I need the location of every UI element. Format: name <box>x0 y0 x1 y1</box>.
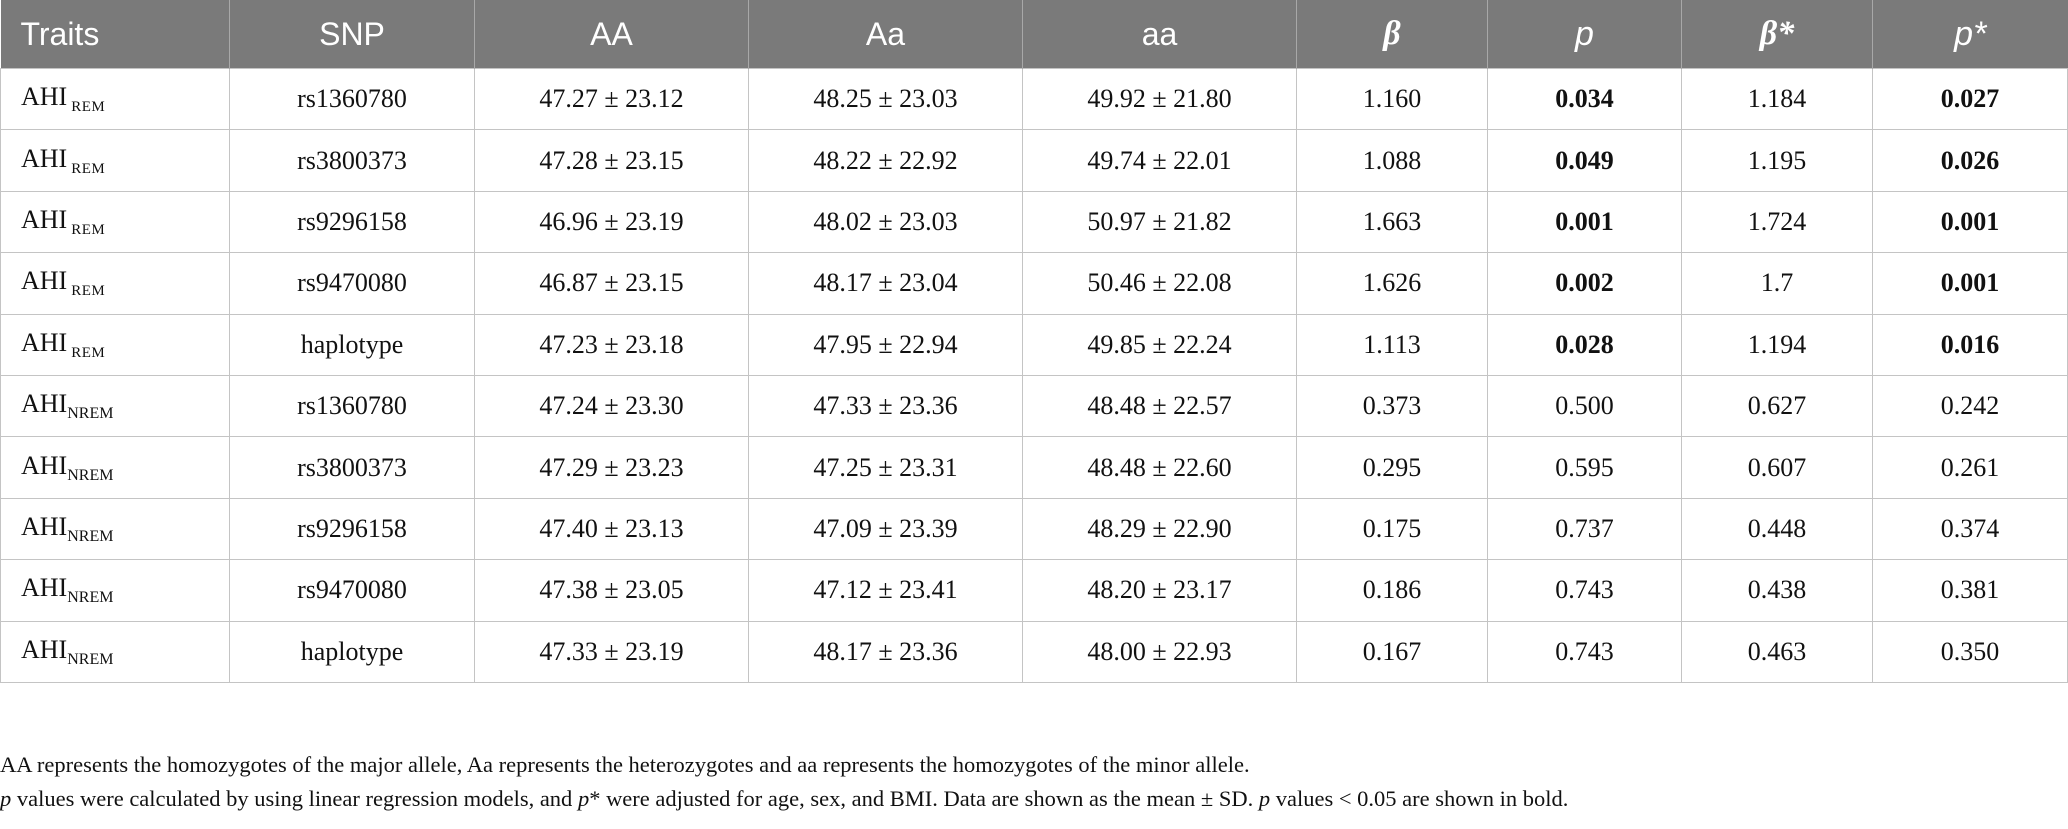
cell-p-adjusted: 0.374 <box>1873 498 2068 559</box>
cell-aa: 48.00 ± 22.93 <box>1023 621 1297 682</box>
cell-aa: 49.74 ± 22.01 <box>1023 130 1297 191</box>
trait-name: AHI <box>21 450 68 480</box>
cell-AA: 47.33 ± 23.19 <box>475 621 749 682</box>
cell-beta-adjusted: 0.463 <box>1682 621 1873 682</box>
trait-name: AHI <box>21 573 68 603</box>
cell-beta: 1.160 <box>1297 69 1488 130</box>
trait-subscript: NREM <box>67 589 114 607</box>
trait-subscript: REM <box>71 221 106 238</box>
cell-Aa: 48.22 ± 22.92 <box>749 130 1023 191</box>
cell-snp: rs9296158 <box>230 191 475 252</box>
cell-p-adjusted: 0.026 <box>1873 130 2068 191</box>
header-Aa: Aa <box>749 0 1023 69</box>
trait-subscript: NREM <box>67 466 114 484</box>
cell-Aa: 48.25 ± 23.03 <box>749 69 1023 130</box>
cell-p: 0.743 <box>1488 560 1682 621</box>
footnote-text: values < 0.05 are shown in bold. <box>1270 786 1569 811</box>
table-row <box>1 130 2068 191</box>
footnote-p-symbol: p <box>577 786 590 811</box>
cell-beta-adjusted: 0.607 <box>1682 437 1873 498</box>
cell-Aa: 48.17 ± 23.04 <box>749 253 1023 314</box>
cell-snp: haplotype <box>230 314 475 375</box>
cell-beta: 0.373 <box>1297 375 1488 436</box>
cell-snp: haplotype <box>230 621 475 682</box>
cell-p: 0.002 <box>1488 253 1682 314</box>
footnote-line-2 <box>0 782 1568 816</box>
cell-p-adjusted: 0.381 <box>1873 560 2068 621</box>
cell-p: 0.049 <box>1488 130 1682 191</box>
trait-subscript: REM <box>71 344 106 361</box>
cell-beta-adjusted: 1.184 <box>1682 69 1873 130</box>
cell-beta: 1.088 <box>1297 130 1488 191</box>
cell-p-adjusted: 0.242 <box>1873 375 2068 436</box>
cell-snp: rs1360780 <box>230 375 475 436</box>
table-footnotes <box>0 748 1568 816</box>
cell-aa: 48.48 ± 22.60 <box>1023 437 1297 498</box>
cell-p-adjusted: 0.350 <box>1873 621 2068 682</box>
table-header <box>1 0 2068 69</box>
cell-beta-adjusted: 1.724 <box>1682 191 1873 252</box>
cell-aa: 50.97 ± 21.82 <box>1023 191 1297 252</box>
cell-trait <box>1 69 230 130</box>
cell-p: 0.595 <box>1488 437 1682 498</box>
header-beta: β <box>1297 0 1488 69</box>
cell-trait <box>1 314 230 375</box>
cell-AA: 47.38 ± 23.05 <box>475 560 749 621</box>
trait-name: AHI <box>21 634 68 664</box>
cell-trait <box>1 253 230 314</box>
cell-aa: 50.46 ± 22.08 <box>1023 253 1297 314</box>
table-row <box>1 69 2068 130</box>
footnote-text: values were calculated by using linear regression models, and <box>11 786 578 811</box>
cell-AA: 47.40 ± 23.13 <box>475 498 749 559</box>
trait-name: AHI <box>21 511 68 541</box>
cell-beta-adjusted: 1.195 <box>1682 130 1873 191</box>
table-row <box>1 253 2068 314</box>
trait-subscript: NREM <box>67 527 114 545</box>
table-row <box>1 560 2068 621</box>
cell-aa: 49.85 ± 22.24 <box>1023 314 1297 375</box>
table-row <box>1 498 2068 559</box>
trait-name: AHI <box>21 204 68 234</box>
footnote-p-symbol: p <box>0 786 12 811</box>
trait-name: AHI <box>21 266 68 296</box>
cell-snp: rs9470080 <box>230 560 475 621</box>
cell-beta: 0.295 <box>1297 437 1488 498</box>
cell-beta-adjusted: 1.7 <box>1682 253 1873 314</box>
cell-Aa: 47.33 ± 23.36 <box>749 375 1023 436</box>
footnote-text: * were adjusted for age, sex, and BMI. Data are shown as the mean ± SD. <box>589 786 1259 811</box>
cell-aa: 49.92 ± 21.80 <box>1023 69 1297 130</box>
header-aa: aa <box>1023 0 1297 69</box>
footnote-line-1: AA represents the homozygotes of the major allele, Aa represents the heterozygotes and aa represents the homozygotes of the minor allele. <box>0 752 1250 777</box>
cell-snp: rs3800373 <box>230 437 475 498</box>
cell-aa: 48.20 ± 23.17 <box>1023 560 1297 621</box>
cell-p-adjusted: 0.261 <box>1873 437 2068 498</box>
cell-AA: 47.24 ± 23.30 <box>475 375 749 436</box>
cell-p: 0.500 <box>1488 375 1682 436</box>
cell-snp: rs9470080 <box>230 253 475 314</box>
trait-subscript: NREM <box>67 650 114 668</box>
header-traits: Traits <box>1 0 230 69</box>
cell-beta: 1.663 <box>1297 191 1488 252</box>
trait-subscript: REM <box>71 283 106 300</box>
cell-snp: rs9296158 <box>230 498 475 559</box>
cell-Aa: 47.09 ± 23.39 <box>749 498 1023 559</box>
cell-beta: 0.186 <box>1297 560 1488 621</box>
cell-trait <box>1 191 230 252</box>
trait-name: AHI <box>21 82 68 112</box>
cell-Aa: 47.95 ± 22.94 <box>749 314 1023 375</box>
trait-name: AHI <box>21 143 68 173</box>
cell-beta-adjusted: 0.627 <box>1682 375 1873 436</box>
trait-name: AHI <box>21 389 68 419</box>
cell-Aa: 47.12 ± 23.41 <box>749 560 1023 621</box>
cell-snp: rs1360780 <box>230 69 475 130</box>
cell-beta-adjusted: 0.448 <box>1682 498 1873 559</box>
cell-p-adjusted: 0.001 <box>1873 253 2068 314</box>
header-p: p <box>1488 0 1682 69</box>
cell-p: 0.001 <box>1488 191 1682 252</box>
cell-beta: 1.113 <box>1297 314 1488 375</box>
cell-Aa: 48.02 ± 23.03 <box>749 191 1023 252</box>
cell-AA: 47.27 ± 23.12 <box>475 69 749 130</box>
cell-trait <box>1 437 230 498</box>
cell-beta: 1.626 <box>1297 253 1488 314</box>
cell-AA: 47.23 ± 23.18 <box>475 314 749 375</box>
trait-name: AHI <box>21 327 68 357</box>
cell-trait <box>1 498 230 559</box>
cell-trait <box>1 621 230 682</box>
table-row <box>1 314 2068 375</box>
trait-subscript: REM <box>71 160 106 177</box>
cell-p: 0.028 <box>1488 314 1682 375</box>
cell-snp: rs3800373 <box>230 130 475 191</box>
cell-p: 0.737 <box>1488 498 1682 559</box>
header-beta-adjusted: β* <box>1682 0 1873 69</box>
table-row <box>1 621 2068 682</box>
header-AA: AA <box>475 0 749 69</box>
cell-AA: 46.96 ± 23.19 <box>475 191 749 252</box>
cell-p: 0.034 <box>1488 69 1682 130</box>
cell-trait <box>1 560 230 621</box>
header-snp: SNP <box>230 0 475 69</box>
trait-subscript: REM <box>71 99 106 116</box>
cell-Aa: 48.17 ± 23.36 <box>749 621 1023 682</box>
table-row <box>1 437 2068 498</box>
cell-beta-adjusted: 0.438 <box>1682 560 1873 621</box>
cell-AA: 47.29 ± 23.23 <box>475 437 749 498</box>
cell-AA: 46.87 ± 23.15 <box>475 253 749 314</box>
cell-aa: 48.48 ± 22.57 <box>1023 375 1297 436</box>
cell-beta: 0.167 <box>1297 621 1488 682</box>
cell-p-adjusted: 0.027 <box>1873 69 2068 130</box>
cell-beta-adjusted: 1.194 <box>1682 314 1873 375</box>
table-row <box>1 191 2068 252</box>
cell-p: 0.743 <box>1488 621 1682 682</box>
table-row <box>1 375 2068 436</box>
cell-beta: 0.175 <box>1297 498 1488 559</box>
cell-Aa: 47.25 ± 23.31 <box>749 437 1023 498</box>
cell-AA: 47.28 ± 23.15 <box>475 130 749 191</box>
header-row <box>1 0 2068 69</box>
cell-trait <box>1 130 230 191</box>
trait-subscript: NREM <box>67 405 114 423</box>
cell-p-adjusted: 0.001 <box>1873 191 2068 252</box>
table-body <box>1 69 2068 683</box>
cell-p-adjusted: 0.016 <box>1873 314 2068 375</box>
cell-aa: 48.29 ± 22.90 <box>1023 498 1297 559</box>
cell-trait <box>1 375 230 436</box>
header-p-adjusted: p* <box>1873 0 2068 69</box>
footnote-p-symbol: p <box>1258 786 1271 811</box>
